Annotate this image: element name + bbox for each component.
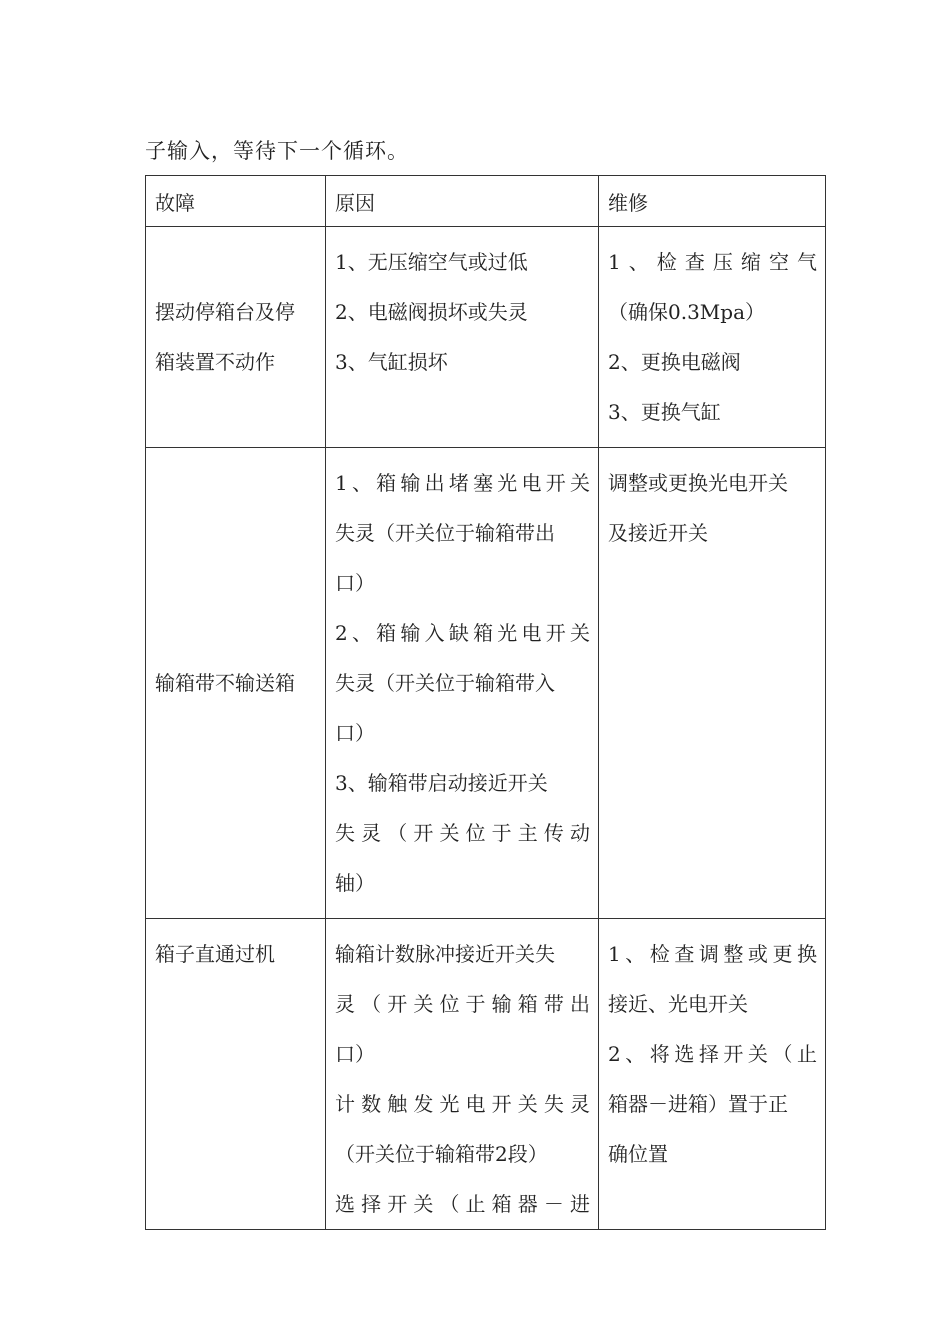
repair-line: 确位置 bbox=[608, 1142, 668, 1166]
cause-line: 1、箱输出堵塞光电开关 bbox=[335, 471, 590, 495]
repair-line: 2、更换电磁阀 bbox=[608, 350, 741, 374]
troubleshooting-table bbox=[145, 175, 826, 1230]
cause-line: 口） bbox=[335, 571, 375, 595]
repair-cell bbox=[599, 919, 826, 1230]
cause-line: 失灵（开关位于输箱带出 bbox=[335, 521, 555, 545]
table-header-row bbox=[146, 176, 826, 227]
fault-cell bbox=[146, 448, 326, 919]
table-row bbox=[146, 919, 826, 1230]
cause-cell bbox=[326, 919, 599, 1230]
cause-line: 失灵（开关位于输箱带入 bbox=[335, 671, 555, 695]
cause-line: 2、箱输入缺箱光电开关 bbox=[335, 621, 590, 645]
cause-line: 1、无压缩空气或过低 bbox=[335, 250, 528, 274]
cause-line: 口） bbox=[335, 1042, 375, 1066]
cause-line: 选择开关（止箱器－进 bbox=[335, 1192, 590, 1216]
fault-line: 箱子直通过机 bbox=[155, 942, 275, 966]
repair-cell bbox=[599, 227, 826, 448]
repair-line: 2、将选择开关（止 bbox=[608, 1042, 817, 1066]
repair-line: 1、检查压缩空气 bbox=[608, 250, 817, 274]
repair-line: 箱器－进箱）置于正 bbox=[608, 1092, 788, 1116]
repair-line: 接近、光电开关 bbox=[608, 992, 748, 1016]
repair-cell bbox=[599, 448, 826, 919]
repair-line: （确保0.3Mpa） bbox=[608, 300, 766, 324]
repair-line: 3、更换气缸 bbox=[608, 400, 721, 424]
cause-line: 3、输箱带启动接近开关 bbox=[335, 771, 548, 795]
intro-text: 子输入，等待下一个循环。 bbox=[145, 139, 409, 163]
cause-line: 3、气缸损坏 bbox=[335, 350, 448, 374]
header-repair: 维修 bbox=[599, 176, 826, 227]
cause-line: 计数触发光电开关失灵 bbox=[335, 1092, 590, 1116]
repair-line: 调整或更换光电开关 bbox=[608, 471, 788, 495]
repair-line: 1、检查调整或更换 bbox=[608, 942, 817, 966]
cause-line: （开关位于输箱带2段） bbox=[335, 1142, 548, 1166]
cause-cell bbox=[326, 448, 599, 919]
cause-line: 灵（开关位于输箱带出 bbox=[335, 992, 590, 1016]
cause-line: 轴） bbox=[335, 871, 375, 895]
cause-cell bbox=[326, 227, 599, 448]
table-row bbox=[146, 227, 826, 448]
fault-line: 摆动停箱台及停 bbox=[155, 300, 295, 324]
cause-line: 失灵（开关位于主传动 bbox=[335, 821, 590, 845]
table-row bbox=[146, 448, 826, 919]
fault-line: 箱装置不动作 bbox=[155, 350, 275, 374]
fault-cell bbox=[146, 227, 326, 448]
cause-line: 输箱计数脉冲接近开关失 bbox=[335, 942, 555, 966]
cause-line: 口） bbox=[335, 721, 375, 745]
fault-cell bbox=[146, 919, 326, 1230]
header-fault: 故障 bbox=[146, 176, 326, 227]
header-cause: 原因 bbox=[326, 176, 599, 227]
repair-line: 及接近开关 bbox=[608, 521, 708, 545]
cause-line: 2、电磁阀损坏或失灵 bbox=[335, 300, 528, 324]
fault-line: 输箱带不输送箱 bbox=[155, 671, 295, 695]
